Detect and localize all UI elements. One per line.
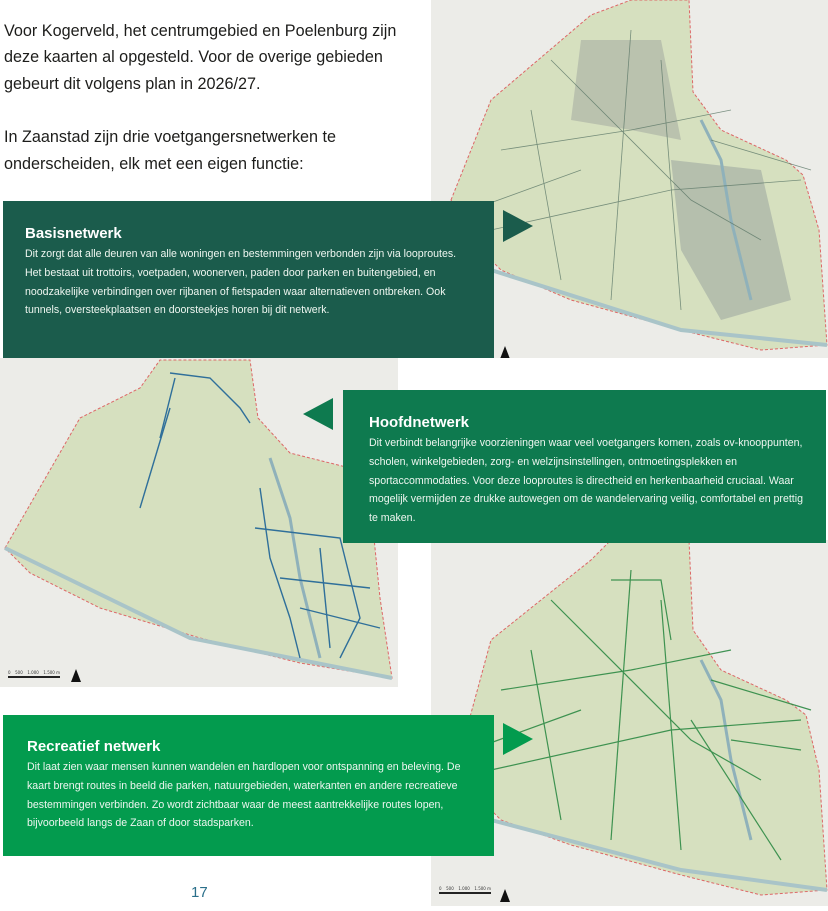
scale-bar: 0 500 1.000 1.500 m: [8, 670, 60, 678]
north-arrow-icon: [500, 346, 510, 358]
map-image: [0, 358, 398, 687]
card-basisnetwerk: [3, 201, 494, 358]
page-number: 17: [191, 884, 208, 901]
card-title: Recreatief netwerk: [27, 738, 161, 755]
scale-bar: 0 500 1.000 1.500 m: [439, 886, 491, 894]
map-hoofdnetwerk: [0, 358, 398, 687]
arrow-right-icon: [503, 210, 533, 242]
arrow-left-icon: [303, 398, 333, 430]
card-title: Hoofdnetwerk: [369, 414, 470, 431]
card-hoofdnetwerk: [343, 390, 826, 543]
card-text: Dit verbindt belangrijke voorzieningen waar veel voetgangers komen, zoals ov-knooppunten, scholen, winkelgebieden, zorg- en welzijnsinstellingen, ontmoetingsplekken en sportaccommodaties. Voor deze looproutes is directheid en herkenbaarheid cruciaal. Waar mogelijk vermijden ze drukke autowegen om de wandelervaring veilig, comfortabel en prettig te maken.: [369, 437, 803, 525]
intro-text: [4, 18, 424, 204]
card-title: Basisnetwerk: [25, 225, 122, 242]
intro-paragraph: Voor Kogerveld, het centrumgebied en Poelenburg zijn deze kaarten al opgesteld. Voor de overige gebieden gebeurt dit volgens plan in 2026/27.: [4, 22, 397, 93]
card-recreatief-netwerk: [3, 715, 494, 856]
north-arrow-icon: [500, 889, 510, 902]
arrow-right-icon: [503, 723, 533, 755]
intro-paragraph: In Zaanstad zijn drie voetgangersnetwerken te onderscheiden, elk met een eigen functie:: [4, 128, 337, 173]
card-text: Dit laat zien waar mensen kunnen wandelen en hardlopen voor ontspanning en beleving. De kaart brengt routes in beeld die parken, natuurgebieden, waterkanten en andere recreatieve bestemmingen verbinden. Zo wordt zichtbaar waar de meest aantrekkelijke routes lopen, bijvoorbeeld langs de Zaan of door stadsparken.: [27, 761, 461, 830]
north-arrow-icon: [71, 669, 81, 682]
card-text: Dit zorgt dat alle deuren van alle woningen en bestemmingen verbonden zijn via looproutes. Het bestaat uit trottoirs, voetpaden, woonerven, paden door parken en buitengebied, en noodzakelijke verbindingen over rijbanen of fietspaden waar alternatieven ontbreken. Ook tunnels, oversteekplaatsen en doorsteekjes horen bij dit netwerk.: [25, 248, 457, 317]
